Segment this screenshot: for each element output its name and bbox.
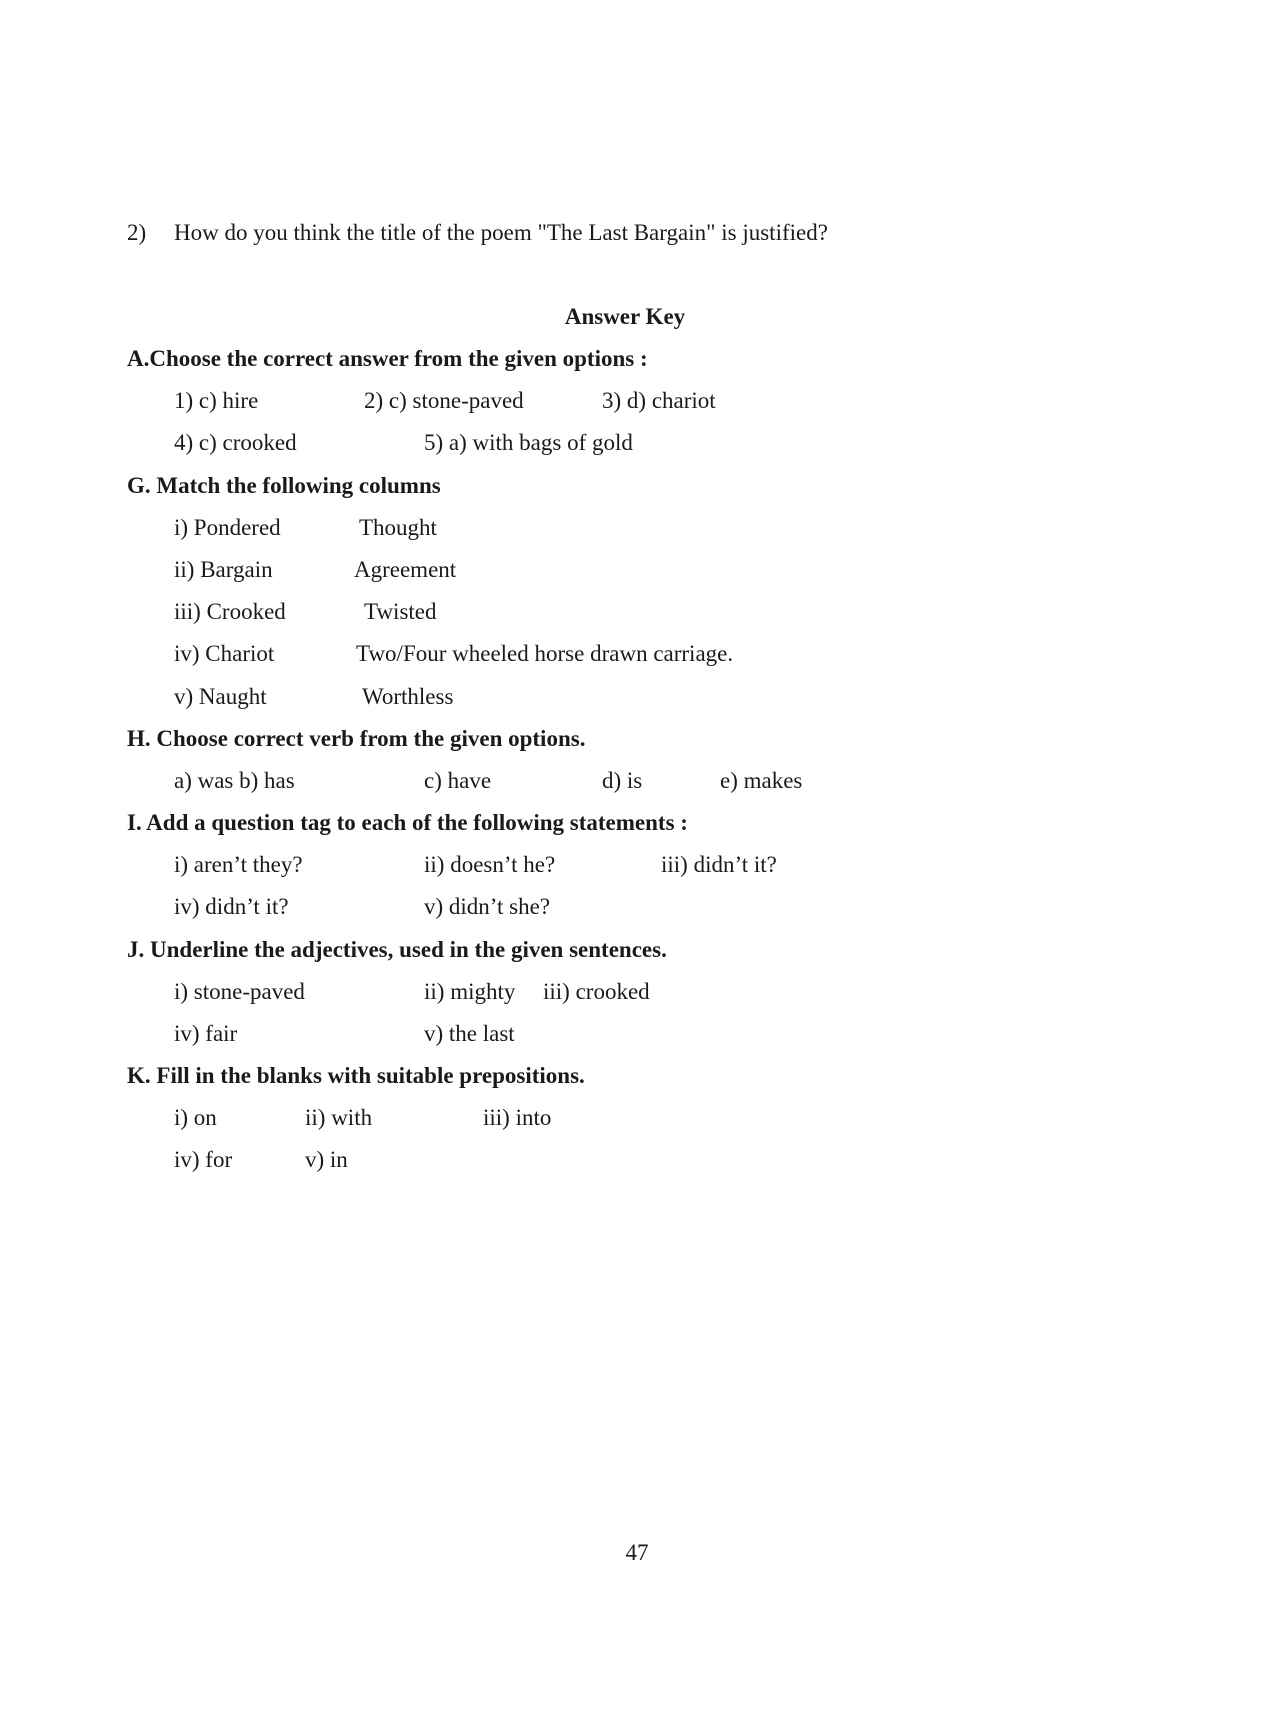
- section-i-answer: ii) doesn’t he?: [424, 852, 556, 877]
- match-right: Agreement: [354, 557, 457, 582]
- section-k-answer: ii) with: [305, 1105, 373, 1130]
- section-a-answer: 3) d) chariot: [602, 388, 716, 413]
- section-k-answer: iv) for: [174, 1147, 233, 1172]
- section-h-answer: c) have: [424, 768, 492, 793]
- section-k-answer: i) on: [174, 1105, 217, 1130]
- question-text: How do you think the title of the poem "The Last Bargain" is justified?: [174, 220, 828, 245]
- match-left: i) Pondered: [174, 515, 281, 540]
- page-number: 47: [625, 1540, 649, 1565]
- section-h-answer: d) is: [602, 768, 643, 793]
- section-a-answer: 2) c) stone-paved: [364, 388, 524, 413]
- section-j-answer: i) stone-paved: [174, 979, 305, 1004]
- section-k-heading: K. Fill in the blanks with suitable prepositions.: [127, 1063, 585, 1088]
- section-i-answer: iv) didn’t it?: [174, 894, 289, 919]
- section-h-answer: e) makes: [720, 768, 803, 793]
- answer-key-title: Answer Key: [564, 304, 686, 329]
- match-right: Twisted: [364, 599, 437, 624]
- section-g-heading: G. Match the following columns: [127, 473, 441, 498]
- section-i-heading: I. Add a question tag to each of the following statements :: [127, 810, 688, 835]
- section-h-heading: H. Choose correct verb from the given options.: [127, 726, 586, 751]
- match-left: iv) Chariot: [174, 641, 275, 666]
- section-a-answer: 4) c) crooked: [174, 430, 297, 455]
- match-right: Two/Four wheeled horse drawn carriage.: [356, 641, 734, 666]
- section-h-answer: a) was b) has: [174, 768, 295, 793]
- section-a-answer: 1) c) hire: [174, 388, 259, 413]
- section-k-answer: v) in: [305, 1147, 348, 1172]
- match-right: Thought: [359, 515, 437, 540]
- section-i-answer: v) didn’t she?: [424, 894, 551, 919]
- section-i-answer: i) aren’t they?: [174, 852, 303, 877]
- section-i-answer: iii) didn’t it?: [661, 852, 777, 877]
- section-j-heading: J. Underline the adjectives, used in the given sentences.: [127, 937, 667, 962]
- match-left: v) Naught: [174, 684, 267, 709]
- section-j-answer: iv) fair: [174, 1021, 238, 1046]
- section-a-heading: A.Choose the correct answer from the given options :: [127, 346, 648, 371]
- section-j-answer: ii) mighty: [424, 979, 516, 1004]
- section-k-answer: iii) into: [483, 1105, 552, 1130]
- question-number: 2): [127, 220, 147, 245]
- match-left: iii) Crooked: [174, 599, 286, 624]
- match-left: ii) Bargain: [174, 557, 273, 582]
- section-j-answer: iii) crooked: [543, 979, 650, 1004]
- section-j-answer: v) the last: [424, 1021, 515, 1046]
- match-right: Worthless: [362, 684, 454, 709]
- section-a-answer: 5) a) with bags of gold: [424, 430, 633, 455]
